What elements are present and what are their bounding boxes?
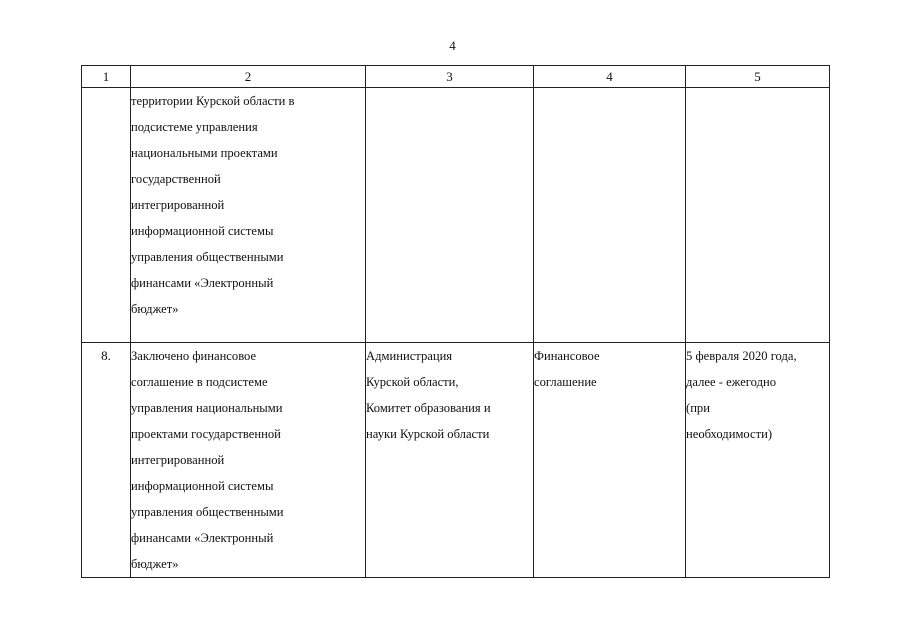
column-header-5: 5: [686, 66, 830, 88]
table-header-row: [82, 66, 830, 88]
event-cell: территории Курской области в подсистеме управления национальными проектами государственной интегрированной информационной системы управления общественными финансами «Электронный бюджет»: [131, 88, 366, 343]
column-header-2: 2: [131, 66, 366, 88]
event-cell: Заключено финансовое соглашение в подсистеме управления национальными проектами государственной интегрированной информационной системы управления общественными финансами «Электронный бюджет»: [131, 343, 366, 578]
row-number-cell: [82, 88, 131, 343]
data-table: [81, 65, 830, 578]
responsible-cell: Администрация Курской области, Комитет образования и науки Курской области: [366, 343, 534, 578]
deadline-cell: 5 февраля 2020 года, далее - ежегодно (при необходимости): [686, 343, 830, 578]
table-row: [82, 88, 830, 343]
column-header-3: 3: [366, 66, 534, 88]
result-cell: Финансовое соглашение: [534, 343, 686, 578]
responsible-cell: [366, 88, 534, 343]
table-row: [82, 343, 830, 578]
column-header-1: 1: [82, 66, 131, 88]
column-header-4: 4: [534, 66, 686, 88]
deadline-cell: [686, 88, 830, 343]
result-cell: [534, 88, 686, 343]
page-number: 4: [449, 38, 456, 53]
row-number-cell: 8.: [82, 343, 131, 578]
